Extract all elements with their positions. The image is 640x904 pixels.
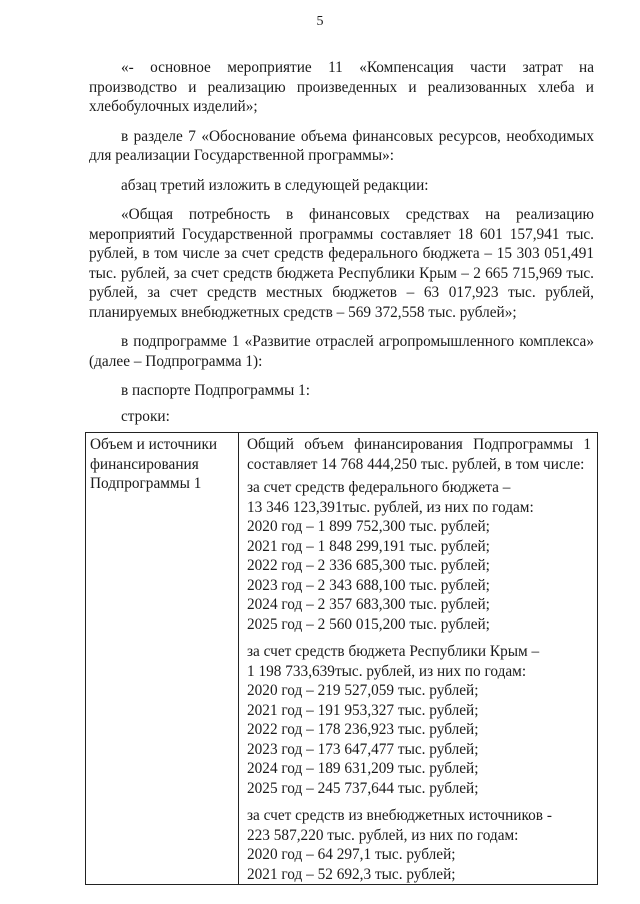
list-item: 2022 год – 2 336 685,300 тыс. рублей; <box>247 557 490 574</box>
list-item: 2022 год – 178 236,923 тыс. рублей; <box>247 721 479 738</box>
paragraph-measure-11: «- основное мероприятие 11 «Компенсация части затрат на производство и реализацию произведенных и реализованных хлеба и хлебобулочных изделий»; <box>89 59 594 115</box>
funding-detail-cell <box>239 433 598 885</box>
funding-label-line: Объем и источники <box>90 436 218 453</box>
list-item: 2021 год – 1 848 299,191 тыс. рублей; <box>247 537 490 555</box>
list-item: 2023 год – 173 647,477 тыс. рублей; <box>247 740 479 758</box>
list-item: 2020 год – 219 527,059 тыс. рублей; <box>247 682 479 699</box>
paragraph-rows: строки: <box>121 407 170 425</box>
table-row <box>86 433 598 885</box>
paragraph-passport: в паспорте Подпрограммы 1: <box>121 382 310 399</box>
paragraph-abzac: абзац третий изложить в следующей редакции: <box>121 176 429 194</box>
list-item: 2024 год – 189 631,209 тыс. рублей; <box>247 760 479 777</box>
extrabudget-block <box>247 806 591 884</box>
document-body <box>89 58 594 885</box>
paragraph-subprogram-1: в подпрограмме 1 «Развитие отраслей агропромышленного комплекса» (далее – Подпрограмма 1): <box>89 333 594 370</box>
federal-budget-block <box>247 478 591 634</box>
list-item: 2023 год – 2 343 688,100 тыс. рублей; <box>247 576 490 594</box>
list-item: 2020 год – 1 899 752,300 тыс. рублей; <box>247 518 490 535</box>
crimea-budget-block <box>247 642 591 798</box>
list-item: 1 198 733,639тыс. рублей, из них по годам: <box>247 662 527 680</box>
list-item: 223 587,220 тыс. рублей, из них по годам: <box>247 826 519 844</box>
list-item: 2021 год – 52 692,3 тыс. рублей; <box>247 865 456 883</box>
list-item: 13 346 123,391тыс. рублей, из них по годам: <box>247 498 534 516</box>
list-item: 2025 год – 2 560 015,200 тыс. рублей; <box>247 615 490 633</box>
list-item: 2025 год – 245 737,644 тыс. рублей; <box>247 779 479 797</box>
funding-label-line: финансирования <box>90 455 199 473</box>
list-item: 2024 год – 2 357 683,300 тыс. рублей; <box>247 596 490 613</box>
list-item: за счет средств бюджета Республики Крым – <box>247 643 540 660</box>
funding-total: Общий объем финансирования Подпрограммы 1 составляет 14 768 444,250 тыс. рублей, в том числе: <box>247 436 591 473</box>
paragraph-section-7: в разделе 7 «Обоснование объема финансовых ресурсов, необходимых для реализации Государственной программы»: <box>89 127 594 164</box>
funding-label-line: Подпрограммы 1 <box>90 475 202 492</box>
funding-table <box>85 432 598 885</box>
list-item: за счет средств федерального бюджета – <box>247 479 511 496</box>
paragraph-total-need: «Общая потребность в финансовых средствах на реализацию мероприятий Государственной программы составляет 18 601 157,941 тыс. рублей, в том числе за счет средств федерального бюджета – 15 303 051,491 тыс. рублей, за счет средств бюджета Республики Крым – 2 665 715,969 тыс. рублей, за счет средств местных бюджетов – 63 017,923 тыс. рублей, планируемых внебюджетных средств – 569 372,558 тыс. рублей»; <box>89 206 594 321</box>
funding-label-cell <box>86 433 239 885</box>
page-number: 5 <box>316 14 324 29</box>
list-item: 2020 год – 64 297,1 тыс. рублей; <box>247 846 456 863</box>
list-item: за счет средств из внебюджетных источников - <box>247 807 552 824</box>
list-item: 2021 год – 191 953,327 тыс. рублей; <box>247 701 479 719</box>
